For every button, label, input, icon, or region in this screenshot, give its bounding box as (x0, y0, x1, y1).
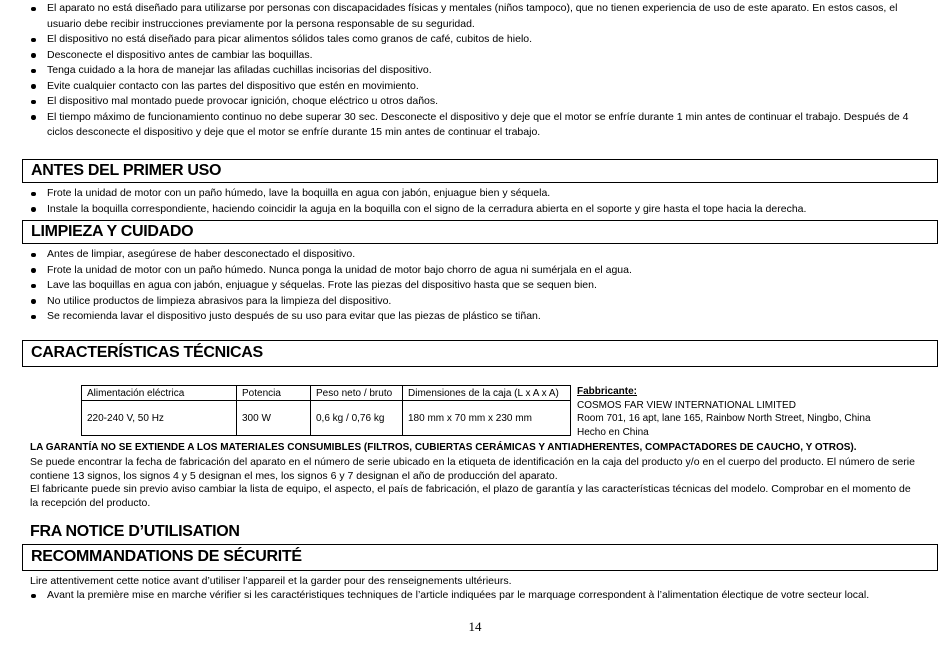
table-header-cell: Peso neto / bruto (311, 386, 403, 401)
manufacturer-block (577, 385, 871, 439)
section-header-caracteristicas (22, 340, 938, 367)
serial-paragraph: Se puede encontrar la fecha de fabricación del aparato en el número de serie ubicado en la etiqueta de identificación en la caja del producto y/o en el cuerpo del producto. El número de serie contiene 13 signos, los signos 4 y 5 designan el mes, los signos 6 y 7 designan el año de producción del aparato. (30, 456, 915, 482)
list-item: Avant la première mise en marche vérifier si les caractéristiques techniques de l’article indiquées par le marquage correspondent à l’alimentation électique de votre secteur local. (21, 588, 927, 604)
list-item: El tiempo máximo de funcionamiento continuo no debe superar 30 sec. Desconecte el dispositivo y deje que el motor se enfríe durante 1 min antes de continuar el trabajo. Después de 4 ciclos desconecte el dispositivo y deje que el motor se enfríe durante 15 min antes de continuar el trabajo. (21, 110, 927, 141)
manufacturer-title: Fabbricante: (577, 386, 638, 397)
table-cell: 180 mm x 70 mm x 230 mm (403, 401, 571, 436)
section-header-limpieza (22, 220, 938, 244)
list-item: Tenga cuidado a la hora de manejar las afiladas cuchillas incisorias del dispositivo. (21, 63, 927, 79)
list-item: El aparato no está diseñado para utilizarse por personas con discapacidades físicas y mentales (niños tampoco), que no tienen experiencia de uso de este aparato. En estos casos, el usuario debe recibir instrucciones previamente por la persona responsable de su seguridad. (21, 1, 927, 32)
list-item: Se recomienda lavar el dispositivo justo después de su uso para evitar que las piezas de plástico se tiñan. (21, 309, 927, 325)
table-cell: 220-240 V, 50 Hz (82, 401, 237, 436)
list-item: Desconecte el dispositivo antes de cambiar las boquillas. (21, 48, 927, 64)
warranty-note: LA GARANTÍA NO SE EXTIENDE A LOS MATERIALES CONSUMIBLES (FILTROS, CUBIERTAS CERÁMICAS Y ANTIADHERENTES, COMPACTADORES DE CAUCHO, Y OTROS). (30, 442, 857, 453)
list-item: Evite cualquier contacto con las partes del dispositivo que estén en movimiento. (21, 79, 927, 95)
limpieza-list (21, 247, 927, 325)
manufacturer-paragraph: El fabricante puede sin previo aviso cambiar la lista de equipo, el aspecto, el país de fabricación, el plazo de garantía y las características técnicas del modelo. Comprobar en el momento de la recepción del producto. (30, 483, 911, 509)
table-row (82, 401, 571, 436)
spec-table (81, 385, 571, 436)
table-cell: 300 W (237, 401, 311, 436)
fra-list (21, 588, 927, 604)
section-header-recommandations (22, 544, 938, 571)
manufacturer-line: Room 701, 16 apt, lane 165, Rainbow North Street, Ningbo, China (577, 413, 871, 424)
list-item: Lave las boquillas en agua con jabón, enjuague y séquelas. Frote las piezas del dispositivo hasta que se sequen bien. (21, 278, 927, 294)
section-header-antes (22, 159, 938, 183)
table-header-cell: Potencia (237, 386, 311, 401)
list-item: No utilice productos de limpieza abrasivos para la limpieza del dispositivo. (21, 294, 927, 310)
list-item: Frote la unidad de motor con un paño húmedo, lave la boquilla en agua con jabón, enjuague bien y séquela. (21, 186, 927, 202)
fra-intro: Lire attentivement cette notice avant d’utiliser l’appareil et la garder pour des renseignements ultérieurs. (30, 575, 512, 587)
list-item: Frote la unidad de motor con un paño húmedo. Nunca ponga la unidad de motor bajo chorro de agua ni sumérjala en el agua. (21, 263, 927, 279)
fra-notice-title: FRA NOTICE D’UTILISATION (30, 523, 240, 540)
list-item: El dispositivo mal montado puede provocar ignición, choque eléctrico u otros daños. (21, 94, 927, 110)
list-item: Antes de limpiar, asegúrese de haber desconectado el dispositivo. (21, 247, 927, 263)
table-row (82, 386, 571, 401)
manufacturer-line: COSMOS FAR VIEW INTERNATIONAL LIMITED (577, 399, 796, 411)
section-title: ANTES DEL PRIMER USO (31, 162, 222, 179)
section-title: LIMPIEZA Y CUIDADO (31, 223, 194, 240)
list-item: El dispositivo no está diseñado para picar alimentos sólidos tales como granos de café, cubitos de hielo. (21, 32, 927, 48)
table-header-cell: Alimentación eléctrica (82, 386, 237, 401)
safety-list-es (21, 1, 927, 141)
antes-list (21, 186, 927, 217)
table-cell: 0,6 kg / 0,76 kg (311, 401, 403, 436)
table-header-cell: Dimensiones de la caja (L x A x A) (403, 386, 571, 401)
section-title: CARACTERÍSTICAS TÉCNICAS (31, 344, 263, 361)
manufacturer-line: Hecho en China (577, 426, 649, 438)
page-number: 14 (468, 619, 482, 634)
list-item: Instale la boquilla correspondiente, haciendo coincidir la aguja en la boquilla con el signo de la cerradura abierta en el soporte y gire hasta el tope hacia la derecha. (21, 202, 927, 218)
section-title: RECOMMANDATIONS DE SÉCURITÉ (31, 548, 302, 565)
